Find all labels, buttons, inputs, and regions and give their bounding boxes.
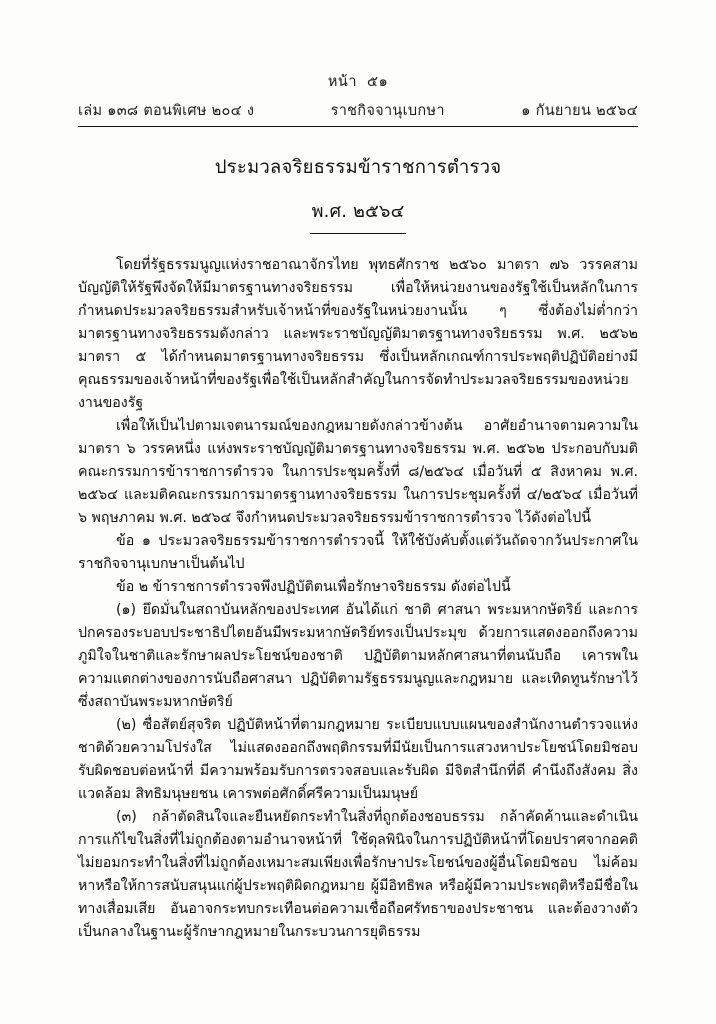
document-subtitle: พ.ศ. ๒๕๖๔ xyxy=(311,201,405,222)
title-divider xyxy=(310,233,406,234)
paragraph: ข้อ ๒ ข้าราชการตำรวจพึงปฏิบัติตนเพื่อรักษาจริยธรรม ดังต่อไปนี้ xyxy=(116,579,511,595)
paragraph: ข้อ ๑ ประมวลจริยธรรมข้าราชการตำรวจนี้ ให้ใช้บังคับตั้งแต่วันถัดจากวันประกาศในราชกิจจานุเบกษาเป็นต้นไป xyxy=(78,533,638,572)
page-number: ๕๑ xyxy=(366,74,389,90)
gazette-header-row xyxy=(78,99,638,122)
page-number-header xyxy=(78,70,638,93)
publication-date: ๑ กันยายน ๒๕๖๔ xyxy=(521,103,638,119)
gazette-name: ราชกิจจานุเบกษา xyxy=(330,103,445,119)
paragraph: เพื่อให้เป็นไปตามเจตนารมณ์ของกฎหมายดังกล่าวข้างต้น อาศัยอำนาจตามความในมาตรา ๖ วรรคหนึ่ง แห่งพระราชบัญญัติมาตรฐานทางจริยธรรม พ.ศ. ๒๕๖๒ ประกอบกับมติคณะกรรมการข้าราชการตำรวจ ในการประชุมครั้งที่ ๘/๒๕๖๔ เมื่อวันที่ ๕ สิงหาคม พ.ศ. ๒๕๖๔ และมติคณะกรรมการมาตรฐานทางจริยธรรม ในการประชุมครั้งที่ ๔/๒๕๖๔ เมื่อวันที่ ๖ พฤษภาคม พ.ศ. ๒๕๖๔ จึงกำหนดประมวลจริยธรรมข้าราชการตำรวจ ไว้ดังต่อไปนี้ xyxy=(78,418,638,526)
document-body xyxy=(78,254,638,944)
header-divider xyxy=(78,126,638,127)
paragraph: โดยที่รัฐธรรมนูญแห่งราชอาณาจักรไทย พุทธศักราช ๒๕๖๐ มาตรา ๗๖ วรรคสาม บัญญัติให้รัฐพึงจัดให้มีมาตรฐานทางจริยธรรม เพื่อให้หน่วยงานของรัฐใช้เป็นหลักในการกำหนดประมวลจริยธรรมสำหรับเจ้าหน้าที่ของรัฐในหน่วยงานนั้น ๆ ซึ่งต้องไม่ต่ำกว่ามาตรฐานทางจริยธรรมดังกล่าว และพระราชบัญญัติมาตรฐานทางจริยธรรม พ.ศ. ๒๕๖๒ มาตรา ๕ ได้กำหนดมาตรฐานทางจริยธรรม ซึ่งเป็นหลักเกณฑ์การประพฤติปฏิบัติอย่างมีคุณธรรมของเจ้าหน้าที่ของรัฐเพื่อใช้เป็นหลักสำคัญในการจัดทำประมวลจริยธรรมของหน่วยงานของรัฐ xyxy=(78,257,638,411)
volume-info: เล่ม ๑๓๘ ตอนพิเศษ ๒๐๔ ง xyxy=(78,103,255,119)
paragraph: (๓) กล้าตัดสินใจและยืนหยัดกระทำในสิ่งที่ถูกต้องชอบธรรม กล้าคัดค้านและดำเนินการแก้ไขในสิ่งที่ไม่ถูกต้องตามอำนาจหน้าที่ ใช้ดุลพินิจในการปฏิบัติหน้าที่โดยปราศจากอคติ ไม่ยอมกระทำในสิ่งที่ไม่ถูกต้องเหมาะสมเพียงเพื่อรักษาประโยชน์ของผู้อื่นโดยมิชอบ ไม่ค้อมหาหรือให้การสนับสนุนแก่ผู้ประพฤติผิดกฎหมาย ผู้มีอิทธิพล หรือผู้มีความประพฤติหรือมีชื่อในทางเสื่อมเสีย อันอาจกระทบกระเทือนต่อความเชื่อถือศรัทธาของประชาชน และต้องวางตัวเป็นกลางในฐานะผู้รักษากฎหมายในกระบวนการยุติธรรม xyxy=(78,809,638,940)
paragraph: (๑) ยึดมั่นในสถาบันหลักของประเทศ อันได้แก่ ชาติ ศาสนา พระมหากษัตริย์ และการปกครองระบอบประชาธิปไตยอันมีพระมหากษัตริย์ทรงเป็นประมุข ด้วยการแสดงออกถึงความภูมิใจในชาติและรักษาผลประโยชน์ของชาติ ปฏิบัติตามหลักศาสนาที่ตนนับถือ เคารพในความแตกต่างของการนับถือศาสนา ปฏิบัติตามรัฐธรรมนูญและกฎหมาย และเทิดทูนรักษาไว้ซึ่งสถาบันพระมหากษัตริย์ xyxy=(78,602,638,710)
page-label: หน้า xyxy=(327,74,357,90)
paragraph: (๒) ซื่อสัตย์สุจริต ปฏิบัติหน้าที่ตามกฎหมาย ระเบียบแบบแผนของสำนักงานตำรวจแห่งชาติด้วยความโปร่งใส ไม่แสดงออกถึงพฤติกรรมที่มีนัยเป็นการแสวงหาประโยชน์โดยมิชอบ รับผิดชอบต่อหน้าที่ มีความพร้อมรับการตรวจสอบและรับผิด มีจิตสำนึกที่ดี คำนึงถึงสังคม สิ่งแวดล้อม สิทธิมนุษยชน เคารพต่อศักดิ์ศรีความเป็นมนุษย์ xyxy=(78,717,638,802)
document-title: ประมวลจริยธรรมข้าราชการตำรวจ xyxy=(214,157,502,178)
